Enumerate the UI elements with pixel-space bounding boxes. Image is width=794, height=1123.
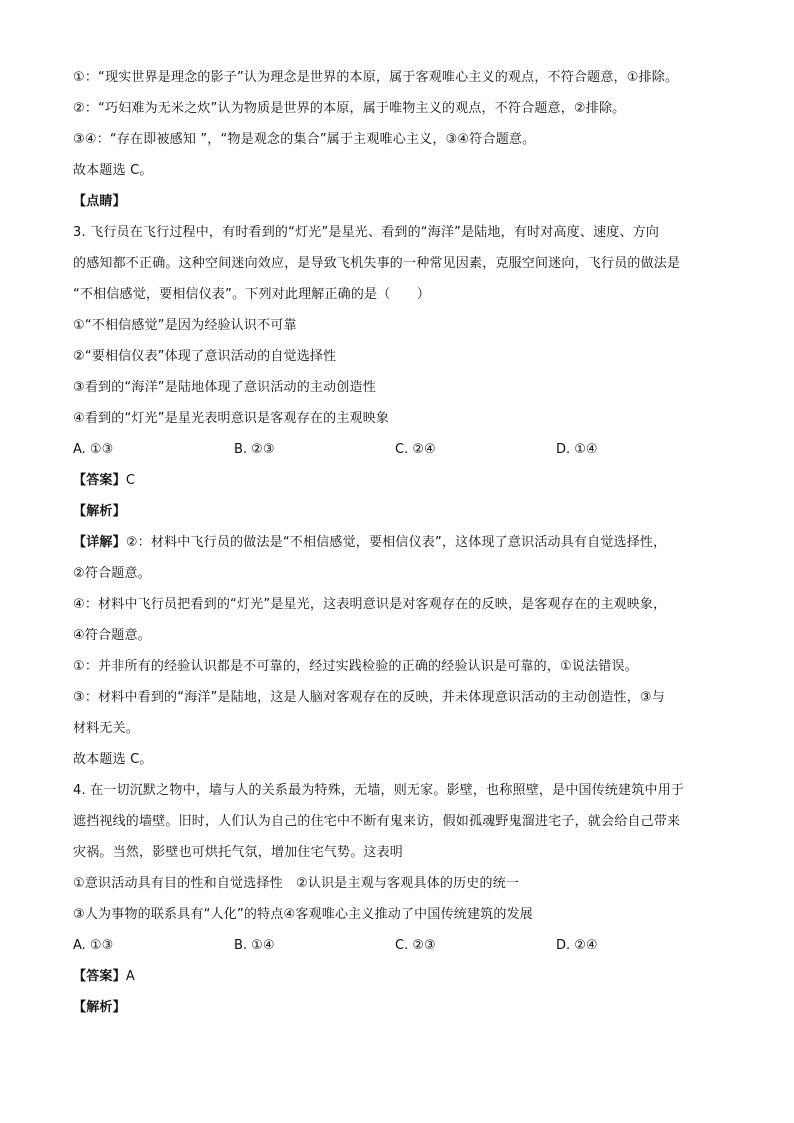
conclusion-line: 故本题选 C。 bbox=[73, 163, 153, 178]
q3-option-d: D. ①④ bbox=[556, 442, 598, 457]
q4-option-d: D. ②④ bbox=[556, 938, 598, 953]
q4-option-b: B. ①④ bbox=[234, 938, 275, 953]
q3-detail-text-1: ②：材料中飞行员的做法是“不相信感觉，要相信仪表”，这体现了意识活动具有自觉选择性， bbox=[125, 535, 667, 550]
q3-option-b: B. ②③ bbox=[234, 442, 275, 457]
q4-option-a: A. ①③ bbox=[73, 938, 114, 953]
q3-detail-line-8: 故本题选 C。 bbox=[73, 752, 153, 767]
q4-analysis-heading: 【解析】 bbox=[73, 1000, 126, 1015]
explanation-line-1: ①：“现实世界是理念的影子”认为理念是世界的本原，属于客观唯心主义的观点，不符合题意，①排除。 bbox=[73, 70, 679, 85]
q4-answer-value: A bbox=[125, 969, 135, 984]
q3-detail-line-1 bbox=[73, 527, 733, 558]
q4-option-c: C. ②③ bbox=[395, 938, 436, 953]
q3-answer-tag: 【答案】 bbox=[73, 473, 126, 488]
q3-detail-line-7: 材料无关。 bbox=[73, 721, 140, 736]
q3-answer bbox=[73, 465, 733, 496]
q3-option-c: C. ②④ bbox=[395, 442, 436, 457]
q3-analysis-heading: 【解析】 bbox=[73, 504, 126, 519]
document-page bbox=[73, 62, 733, 1023]
q3-item-4: ④看到的“灯光”是星光表明意识是客观存在的主观映象 bbox=[73, 411, 390, 426]
q3-detail-line-6: ③：材料中看到的“海洋”是陆地，这是人脑对客观存在的反映，并未体现意识活动的主动创造性，③与 bbox=[73, 690, 665, 705]
q4-stem-line-1: 4. 在一切沉默之物中，墙与人的关系最为特殊，无墙，则无家。影壁，也称照壁，是中国传统建筑中用于 bbox=[73, 783, 685, 798]
explanation-line-2: ②：“巧妇难为无米之炊”认为物质是世界的本原，属于唯物主义的观点，不符合题意，②排除。 bbox=[73, 101, 626, 116]
q3-answer-value: C bbox=[125, 473, 136, 488]
q3-detail-line-2: ②符合题意。 bbox=[73, 566, 151, 581]
q4-answer bbox=[73, 961, 733, 992]
q3-stem-line-2: 的感知都不正确。这种空间迷向效应，是导致飞机失事的一种常见因素，克服空间迷向，飞行员的做法是 bbox=[73, 256, 681, 271]
explanation-line-3: ③④：“存在即被感知 ”，“物是观念的集合”属于主观唯心主义，③④符合题意。 bbox=[73, 132, 536, 147]
q4-answer-tag: 【答案】 bbox=[73, 969, 126, 984]
q3-item-3: ③看到的“海洋”是陆地体现了意识活动的主动创造性 bbox=[73, 380, 376, 395]
dianjing-heading: 【点睛】 bbox=[73, 194, 126, 209]
q3-detail-line-5: ①：并非所有的经验认识都是不可靠的，经过实践检验的正确的经验认识是可靠的，①说法错误。 bbox=[73, 659, 638, 674]
q3-detail-line-3: ④：材料中飞行员把看到的“灯光”是星光，这表明意识是对客观存在的反映，是客观存在的主观映象， bbox=[73, 597, 667, 612]
q4-items-line-2: ③人为事物的联系具有“人化”的特点④客观唯心主义推动了中国传统建筑的发展 bbox=[73, 907, 533, 922]
q4-stem-line-3: 灾祸。当然，影壁也可烘托气氛，增加住宅气势。这表明 bbox=[73, 845, 404, 860]
q3-stem-line-3: “不相信感觉，要相信仪表”。下列对此理解正确的是（ ） bbox=[73, 287, 431, 302]
q3-stem-line-1: 3. 飞行员在飞行过程中，有时看到的“灯光”是星光、看到的“海洋”是陆地，有时对高度、速度、方向 bbox=[73, 225, 660, 240]
q3-detail-tag: 【详解】 bbox=[73, 535, 126, 550]
q4-options bbox=[73, 930, 733, 961]
q3-item-2: ②“要相信仪表”体现了意识活动的自觉选择性 bbox=[73, 349, 337, 364]
q3-option-a: A. ①③ bbox=[73, 442, 114, 457]
q3-options bbox=[73, 434, 733, 465]
q3-detail-line-4: ④符合题意。 bbox=[73, 628, 151, 643]
q4-items-line-1: ①意识活动具有目的性和自觉选择性 ②认识是主观与客观具体的历史的统一 bbox=[73, 876, 520, 891]
q3-item-1: ①“不相信感觉”是因为经验认识不可靠 bbox=[73, 318, 297, 333]
q4-stem-line-2: 遮挡视线的墙壁。旧时，人们认为自己的住宅中不断有鬼来访，假如孤魂野鬼溜进宅子，就会给自己带来 bbox=[73, 814, 681, 829]
